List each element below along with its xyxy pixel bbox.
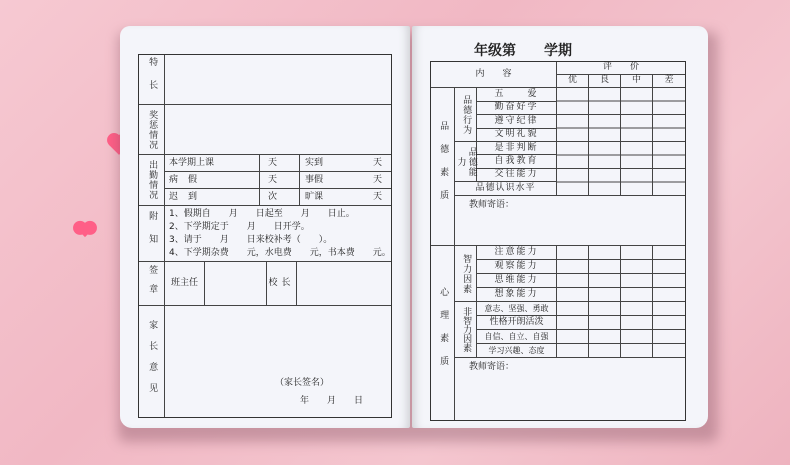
eval-header: 评 价 (557, 62, 685, 75)
moral-section-label: 品德素质 (431, 88, 455, 246)
moral-overall: 品德认识水平 (455, 182, 557, 196)
specialty-field (165, 55, 391, 105)
grade-grid (621, 88, 653, 196)
attendance-row-a-unit: 天 (268, 175, 278, 185)
attendance-label: 出勤情况 (139, 155, 165, 206)
grade-grid (653, 88, 685, 196)
grade-header: 差 (653, 75, 685, 88)
mental-item: 性格开朗活泼 (477, 316, 557, 330)
notice-line: 3、请于 月 日来校补考（ ）。 (169, 235, 333, 245)
principal-label: 校长 (267, 262, 297, 306)
attendance-row-b: 事假 (305, 175, 324, 185)
attendance-divider (259, 155, 260, 206)
moral-comment-label: 教师寄语： (469, 200, 515, 210)
mental-item: 注意能力 (477, 246, 557, 260)
notice-field (165, 206, 391, 262)
attendance-row-b-unit: 天 (373, 158, 383, 168)
moral-item: 文明礼貌 (477, 129, 557, 143)
moral-item: 自我教育 (477, 155, 557, 168)
moral-comment (455, 196, 685, 246)
grade-grid (621, 246, 653, 358)
attendance-row-a-unit: 次 (268, 192, 278, 202)
teacher-field (205, 262, 267, 306)
grade-header: 中 (621, 75, 653, 88)
mental-item: 意志、坚强、勇敢 (477, 302, 557, 316)
attendance-row-b: 旷课 (305, 192, 324, 202)
attendance-row (165, 189, 391, 206)
attendance-row-a-unit: 天 (268, 158, 278, 168)
attendance-row (165, 172, 391, 189)
attendance-divider (299, 155, 300, 206)
grade-grid (653, 246, 685, 358)
parent-date: 年 月 日 (300, 396, 364, 406)
attendance-row-a: 迟到 (169, 192, 208, 202)
moral-item: 遵守纪律 (477, 115, 557, 129)
notice-label: 附知 (139, 206, 165, 262)
awards-field (165, 105, 391, 155)
grade-grid (557, 88, 589, 196)
parent-sign: （家长签名） (275, 378, 330, 388)
attendance-row-b-unit: 天 (373, 175, 383, 185)
moral-group1-label: 品德行为 (455, 88, 477, 142)
grade-header: 良 (589, 75, 621, 88)
right-table (430, 61, 686, 421)
moral-group2-label: 品德能力 (455, 142, 477, 182)
mental-item: 学习兴趣、态度 (477, 344, 557, 358)
moral-item: 交往能力 (477, 169, 557, 182)
mental-group2-label: 非智力因素 (455, 302, 477, 358)
right-page (412, 26, 708, 428)
moral-item: 是非判断 (477, 142, 557, 155)
grade-header: 优 (557, 75, 589, 88)
notice-line: 2、下学期定于 月 日开学。 (169, 222, 310, 232)
notice-line: 4、下学期杂费 元，水电费 元，书本费 元。 (169, 248, 391, 258)
grade-grid (589, 246, 621, 358)
awards-label: 奖惩情况 (139, 105, 165, 155)
mental-comment (455, 358, 685, 420)
mental-group1-label: 智力因素 (455, 246, 477, 302)
left-table (138, 54, 392, 418)
parent-label: 家长意见 (139, 306, 165, 417)
open-report-booklet (108, 18, 718, 436)
mental-section-label: 心理素质 (431, 246, 455, 420)
signature-label: 签章 (139, 262, 165, 306)
specialty-label: 特长 (139, 55, 165, 105)
notice-line: 1、假期自 月 日起至 月 日止。 (169, 209, 355, 219)
attendance-row-a: 病假 (169, 175, 208, 185)
mental-item: 自信、自立、自强 (477, 330, 557, 344)
teacher-label: 班主任 (165, 262, 205, 306)
pink-heart-decoration (78, 223, 92, 237)
mental-item: 想象能力 (477, 288, 557, 302)
attendance-row (165, 155, 391, 172)
principal-field (297, 262, 391, 306)
attendance-row-b: 实到 (305, 158, 324, 168)
moral-item: 五 爱 (477, 88, 557, 102)
moral-item: 勤奋好学 (477, 102, 557, 116)
attendance-row-a: 本学期上课 (169, 158, 215, 168)
mental-item: 思维能力 (477, 274, 557, 288)
left-page (120, 26, 410, 428)
content-header: 内 容 (431, 62, 557, 88)
mental-item: 观察能力 (477, 260, 557, 274)
parent-field (165, 306, 391, 417)
grade-grid (557, 246, 589, 358)
semester-title: 年级第 学期 (474, 43, 572, 59)
mental-comment-label: 教师寄语： (469, 362, 515, 372)
attendance-row-b-unit: 天 (373, 192, 383, 202)
grade-grid (589, 88, 621, 196)
